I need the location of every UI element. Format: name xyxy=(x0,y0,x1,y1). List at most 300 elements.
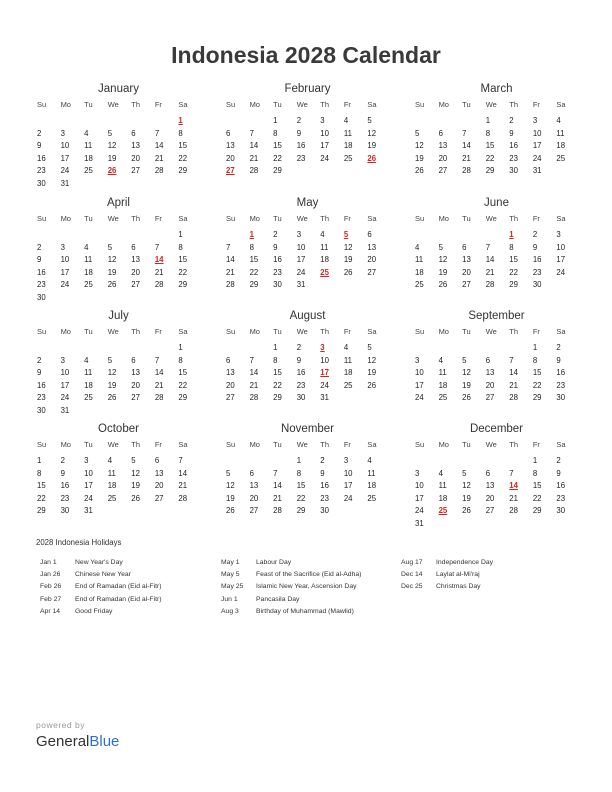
day-cell: 20 xyxy=(249,493,259,503)
day-grid xyxy=(36,342,201,417)
day-cell: 3 xyxy=(296,230,302,239)
day-cell: 2 xyxy=(60,456,65,465)
day-cell: 24 xyxy=(343,493,353,503)
day-cell: 17 xyxy=(415,380,424,390)
day-blank xyxy=(272,455,296,468)
brand-name-general: General xyxy=(36,733,90,750)
day-cell: 22 xyxy=(509,267,518,277)
day-cell: 10 xyxy=(343,468,353,478)
day-cell: 8 xyxy=(178,355,183,365)
day-blank xyxy=(249,342,273,355)
month-july xyxy=(36,309,201,417)
day-blank xyxy=(485,455,509,468)
day-cell: 21 xyxy=(273,493,282,503)
weekday-label: Sa xyxy=(556,214,566,223)
powered-by-text: powered by xyxy=(36,720,85,730)
day-cell: 12 xyxy=(107,255,117,264)
day-cell: 21 xyxy=(509,493,518,503)
day-cell: 9 xyxy=(320,468,325,478)
day-cell: 18 xyxy=(84,267,93,277)
day-cell: 28 xyxy=(509,506,518,515)
day-cell: 9 xyxy=(37,141,42,150)
day-cell: 13 xyxy=(226,368,235,377)
day-blank xyxy=(508,342,532,355)
day-cell: 18 xyxy=(320,255,329,264)
day-blank xyxy=(225,342,249,355)
holiday-day: 25 xyxy=(320,267,329,277)
day-cell: 31 xyxy=(532,166,542,175)
day-cell: 10 xyxy=(60,368,70,377)
weekday-label: Mo xyxy=(249,440,260,449)
day-cell: 22 xyxy=(485,153,495,163)
day-grid xyxy=(36,229,201,304)
holiday-row xyxy=(40,594,162,606)
holiday-day: 25 xyxy=(438,506,448,515)
day-blank xyxy=(60,115,84,128)
weekday-label: We xyxy=(296,214,308,223)
weekday-label: Su xyxy=(415,214,425,223)
day-cell: 16 xyxy=(296,141,306,150)
day-cell: 23 xyxy=(37,280,46,289)
day-cell: 20 xyxy=(485,380,495,390)
day-cell: 22 xyxy=(249,267,259,277)
day-cell: 29 xyxy=(273,166,282,175)
weekday-label: Fr xyxy=(532,214,540,223)
weekday-header xyxy=(36,326,201,338)
day-cell: 3 xyxy=(415,355,420,365)
day-cell: 7 xyxy=(273,468,278,478)
day-grid xyxy=(225,229,390,292)
day-cell: 28 xyxy=(154,280,164,289)
day-cell: 30 xyxy=(37,178,46,188)
day-cell: 24 xyxy=(415,393,424,402)
holiday-name: Feast of the Sacrifice (Eid al-Adha) xyxy=(256,571,362,579)
weekday-label: Mo xyxy=(60,327,71,336)
weekday-label: Th xyxy=(131,100,141,109)
holiday-day: 14 xyxy=(509,481,518,490)
month-april xyxy=(36,196,201,304)
day-cell: 14 xyxy=(462,141,471,150)
day-cell: 24 xyxy=(320,153,329,163)
day-grid xyxy=(414,229,579,292)
day-cell: 9 xyxy=(37,255,42,264)
day-cell: 25 xyxy=(343,380,353,390)
weekday-header xyxy=(225,439,390,451)
day-cell: 22 xyxy=(178,380,188,390)
day-cell: 25 xyxy=(84,280,93,289)
day-cell: 29 xyxy=(178,166,188,175)
weekday-label: Th xyxy=(509,214,519,223)
holiday-row xyxy=(40,569,162,581)
holiday-day: 1 xyxy=(509,230,514,239)
month-name: April xyxy=(106,197,130,209)
day-cell: 27 xyxy=(485,393,495,402)
day-cell: 18 xyxy=(415,267,424,277)
weekday-label: Tu xyxy=(273,214,282,223)
day-cell: 30 xyxy=(60,506,70,515)
day-cell: 26 xyxy=(107,393,117,402)
holiday-row xyxy=(401,581,493,593)
day-cell: 1 xyxy=(485,116,491,125)
day-cell: 14 xyxy=(485,255,495,264)
day-cell: 20 xyxy=(131,267,140,277)
day-cell: 6 xyxy=(131,128,136,138)
holiday-row xyxy=(221,569,361,581)
day-blank xyxy=(414,455,438,468)
day-cell: 17 xyxy=(60,380,70,390)
weekday-label: Su xyxy=(226,214,236,223)
day-blank xyxy=(130,115,154,128)
holiday-day: 5 xyxy=(343,230,349,239)
holiday-date: May 25 xyxy=(221,583,244,591)
weekday-label: Sa xyxy=(556,327,566,336)
day-cell: 5 xyxy=(226,468,231,478)
day-cell: 7 xyxy=(178,456,183,465)
day-cell: 4 xyxy=(107,456,113,465)
day-cell: 2 xyxy=(296,116,302,125)
day-blank xyxy=(154,229,178,242)
weekday-label: Mo xyxy=(60,100,71,109)
day-cell: 10 xyxy=(60,141,70,150)
day-cell: 17 xyxy=(556,255,566,264)
day-cell: 2 xyxy=(296,343,302,352)
holiday-date: Jan 26 xyxy=(40,571,61,579)
weekday-label: Tu xyxy=(84,100,93,109)
day-cell: 5 xyxy=(367,116,372,125)
day-blank xyxy=(36,229,60,242)
day-blank xyxy=(154,115,178,128)
day-blank xyxy=(225,115,249,128)
holiday-date: Feb 26 xyxy=(40,583,62,591)
day-blank xyxy=(438,115,462,128)
holiday-name: End of Ramadan (Eid al-Fitr) xyxy=(75,595,162,603)
day-cell: 31 xyxy=(415,518,424,528)
weekday-label: Su xyxy=(226,327,236,336)
day-cell: 3 xyxy=(320,116,325,125)
day-cell: 31 xyxy=(296,280,306,289)
day-cell: 26 xyxy=(415,166,424,175)
day-blank xyxy=(461,455,485,468)
holiday-date: May 1 xyxy=(221,559,240,566)
month-name: May xyxy=(296,197,319,209)
day-grid xyxy=(36,115,201,190)
day-cell: 22 xyxy=(37,493,46,503)
day-cell: 16 xyxy=(37,267,46,277)
day-cell: 8 xyxy=(249,242,254,252)
day-cell: 10 xyxy=(84,468,93,478)
day-blank xyxy=(36,342,60,355)
holiday-day: 3 xyxy=(320,343,325,352)
day-cell: 31 xyxy=(84,506,93,515)
day-cell: 22 xyxy=(178,267,188,277)
day-cell: 17 xyxy=(296,255,306,264)
day-cell: 4 xyxy=(367,456,372,465)
day-cell: 31 xyxy=(60,405,70,415)
day-cell: 21 xyxy=(509,380,518,390)
day-cell: 7 xyxy=(509,468,514,478)
day-cell: 24 xyxy=(60,280,70,289)
day-cell: 31 xyxy=(320,393,329,402)
day-cell: 28 xyxy=(226,280,235,289)
weekday-label: Fr xyxy=(343,440,351,449)
day-cell: 3 xyxy=(532,116,538,125)
weekday-label: Th xyxy=(320,100,330,109)
day-cell: 4 xyxy=(84,128,89,138)
day-cell: 28 xyxy=(249,393,259,402)
weekday-label: Mo xyxy=(60,440,71,449)
day-cell: 9 xyxy=(556,468,561,478)
day-cell: 20 xyxy=(226,153,235,163)
day-cell: 2 xyxy=(273,230,278,239)
weekday-label: We xyxy=(107,100,119,109)
day-cell: 16 xyxy=(37,380,46,390)
weekday-label: Su xyxy=(37,440,47,449)
day-cell: 19 xyxy=(131,481,140,490)
holiday-row xyxy=(40,606,162,618)
holiday-day: 27 xyxy=(226,166,235,175)
day-cell: 6 xyxy=(154,456,160,465)
day-cell: 27 xyxy=(462,280,471,289)
holiday-name: Christmas Day xyxy=(436,583,481,591)
day-cell: 11 xyxy=(367,468,376,478)
day-cell: 26 xyxy=(131,493,140,503)
holiday-date: Dec 14 xyxy=(401,571,423,579)
month-name: November xyxy=(280,423,335,435)
day-grid xyxy=(225,342,390,405)
weekday-label: Sa xyxy=(178,214,188,223)
day-cell: 27 xyxy=(131,393,140,402)
weekday-header xyxy=(414,213,579,225)
day-cell: 24 xyxy=(84,493,93,503)
weekday-label: Fr xyxy=(532,327,540,336)
day-cell: 24 xyxy=(296,267,306,277)
month-november xyxy=(225,422,390,518)
day-cell: 6 xyxy=(249,468,254,478)
day-cell: 1 xyxy=(273,343,278,352)
weekday-label: Fr xyxy=(532,100,540,109)
day-cell: 12 xyxy=(462,481,471,490)
page-title: Indonesia 2028 Calendar xyxy=(171,42,441,68)
holiday-name: Independence Day xyxy=(436,559,494,566)
day-cell: 21 xyxy=(154,267,164,277)
day-cell: 27 xyxy=(131,166,140,175)
holiday-name: Chinese New Year xyxy=(75,571,131,579)
day-cell: 13 xyxy=(462,255,471,264)
day-cell: 14 xyxy=(249,368,259,377)
day-cell: 23 xyxy=(532,267,542,277)
holiday-row xyxy=(221,557,361,569)
day-cell: 30 xyxy=(37,292,46,302)
month-december xyxy=(414,422,579,530)
holiday-name: End of Ramadan (Eid al-Fitr) xyxy=(75,583,162,591)
day-cell: 1 xyxy=(178,230,183,239)
day-blank xyxy=(83,115,107,128)
weekday-label: Th xyxy=(320,214,330,223)
weekday-label: Tu xyxy=(84,440,93,449)
weekday-header xyxy=(225,213,390,225)
weekday-label: Fr xyxy=(532,440,540,449)
weekday-header xyxy=(414,99,579,111)
day-cell: 3 xyxy=(60,355,65,365)
holidays-title: 2028 Indonesia Holidays xyxy=(36,538,122,547)
day-cell: 18 xyxy=(367,481,377,490)
day-cell: 29 xyxy=(249,280,259,289)
weekday-label: Sa xyxy=(367,440,377,449)
day-cell: 15 xyxy=(178,141,188,150)
day-cell: 30 xyxy=(509,166,518,175)
day-cell: 8 xyxy=(509,242,514,252)
day-cell: 7 xyxy=(226,242,231,252)
day-cell: 14 xyxy=(154,368,164,377)
day-cell: 18 xyxy=(84,380,93,390)
holiday-name: Islamic New Year, Ascension Day xyxy=(256,583,357,591)
day-cell: 12 xyxy=(415,141,424,150)
day-cell: 13 xyxy=(154,468,164,478)
day-cell: 10 xyxy=(296,242,306,252)
day-cell: 25 xyxy=(438,393,448,402)
day-cell: 9 xyxy=(37,368,42,377)
day-cell: 29 xyxy=(178,393,188,402)
day-cell: 30 xyxy=(556,393,566,402)
day-cell: 8 xyxy=(178,242,183,252)
day-cell: 6 xyxy=(438,128,443,138)
day-grid xyxy=(225,115,390,178)
day-cell: 19 xyxy=(107,380,117,390)
day-blank xyxy=(438,229,462,242)
day-cell: 25 xyxy=(556,153,566,163)
day-cell: 23 xyxy=(273,267,282,277)
holiday-column xyxy=(221,557,361,618)
day-cell: 6 xyxy=(462,242,467,252)
day-cell: 6 xyxy=(226,355,231,365)
day-blank xyxy=(461,115,485,128)
day-cell: 4 xyxy=(320,230,325,239)
day-cell: 9 xyxy=(60,468,65,478)
weekday-label: Tu xyxy=(84,327,93,336)
day-cell: 29 xyxy=(485,166,495,175)
month-name: December xyxy=(469,423,524,435)
day-cell: 5 xyxy=(415,128,420,138)
weekday-header xyxy=(225,326,390,338)
weekday-label: We xyxy=(296,327,308,336)
day-blank xyxy=(130,229,154,242)
day-cell: 7 xyxy=(462,128,467,138)
day-cell: 17 xyxy=(532,141,542,150)
day-cell: 15 xyxy=(532,368,542,377)
day-cell: 15 xyxy=(178,368,188,377)
day-cell: 7 xyxy=(154,128,160,138)
day-cell: 8 xyxy=(273,128,278,138)
month-name: September xyxy=(468,310,525,322)
day-cell: 2 xyxy=(37,128,42,138)
day-cell: 12 xyxy=(131,468,140,478)
weekday-label: Th xyxy=(131,327,141,336)
day-cell: 4 xyxy=(343,343,349,352)
day-cell: 2 xyxy=(320,456,325,465)
day-cell: 22 xyxy=(296,493,306,503)
day-cell: 7 xyxy=(249,355,254,365)
weekday-label: We xyxy=(107,327,119,336)
day-cell: 11 xyxy=(84,368,93,377)
weekday-label: Su xyxy=(415,327,425,336)
day-cell: 14 xyxy=(178,468,188,478)
day-cell: 24 xyxy=(415,506,424,515)
day-cell: 25 xyxy=(84,393,93,402)
day-cell: 20 xyxy=(131,380,140,390)
month-january xyxy=(36,82,201,190)
day-cell: 31 xyxy=(60,178,70,188)
day-cell: 27 xyxy=(367,267,377,277)
day-cell: 13 xyxy=(226,141,235,150)
day-cell: 1 xyxy=(532,343,538,352)
weekday-label: We xyxy=(485,214,497,223)
holiday-date: Aug 3 xyxy=(221,607,239,615)
day-cell: 28 xyxy=(249,166,259,175)
month-march xyxy=(414,82,579,178)
holiday-date: Jun 1 xyxy=(221,595,238,603)
day-blank xyxy=(249,455,273,468)
day-cell: 26 xyxy=(367,380,377,390)
day-cell: 3 xyxy=(556,230,561,239)
day-cell: 8 xyxy=(485,128,491,138)
day-cell: 5 xyxy=(107,242,113,252)
day-cell: 26 xyxy=(438,280,448,289)
day-cell: 20 xyxy=(154,481,164,490)
holiday-day: 14 xyxy=(154,255,164,264)
day-cell: 20 xyxy=(485,493,495,503)
weekday-label: Th xyxy=(509,100,519,109)
day-cell: 26 xyxy=(226,506,235,515)
month-august xyxy=(225,309,390,405)
day-cell: 23 xyxy=(509,153,518,163)
day-cell: 14 xyxy=(273,481,282,490)
day-cell: 5 xyxy=(131,456,136,465)
weekday-label: Mo xyxy=(438,327,449,336)
weekday-label: Mo xyxy=(249,214,260,223)
day-cell: 1 xyxy=(532,456,538,465)
day-cell: 15 xyxy=(249,255,259,264)
month-may xyxy=(225,196,390,292)
weekday-label: Tu xyxy=(273,100,282,109)
weekday-header xyxy=(36,439,201,451)
weekday-label: Tu xyxy=(462,440,471,449)
weekday-label: We xyxy=(485,100,497,109)
holiday-date: Feb 27 xyxy=(40,595,62,603)
brand-name-blue: Blue xyxy=(89,733,120,750)
holiday-row xyxy=(401,557,493,569)
day-cell: 20 xyxy=(367,255,377,264)
weekday-label: We xyxy=(485,440,497,449)
day-cell: 2 xyxy=(556,456,561,465)
day-cell: 27 xyxy=(438,166,448,175)
holiday-day: 26 xyxy=(367,153,377,163)
day-blank xyxy=(414,229,438,242)
day-cell: 15 xyxy=(532,481,542,490)
day-cell: 3 xyxy=(60,128,65,138)
day-cell: 18 xyxy=(343,141,353,150)
day-cell: 25 xyxy=(415,280,424,289)
day-cell: 23 xyxy=(556,380,566,390)
day-cell: 4 xyxy=(438,355,443,365)
day-cell: 30 xyxy=(556,506,566,515)
day-cell: 23 xyxy=(320,493,329,503)
day-cell: 29 xyxy=(273,393,282,402)
day-cell: 19 xyxy=(415,153,424,163)
day-cell: 24 xyxy=(320,380,329,390)
day-cell: 14 xyxy=(154,141,164,150)
day-cell: 16 xyxy=(509,141,518,150)
day-grid xyxy=(225,455,390,518)
